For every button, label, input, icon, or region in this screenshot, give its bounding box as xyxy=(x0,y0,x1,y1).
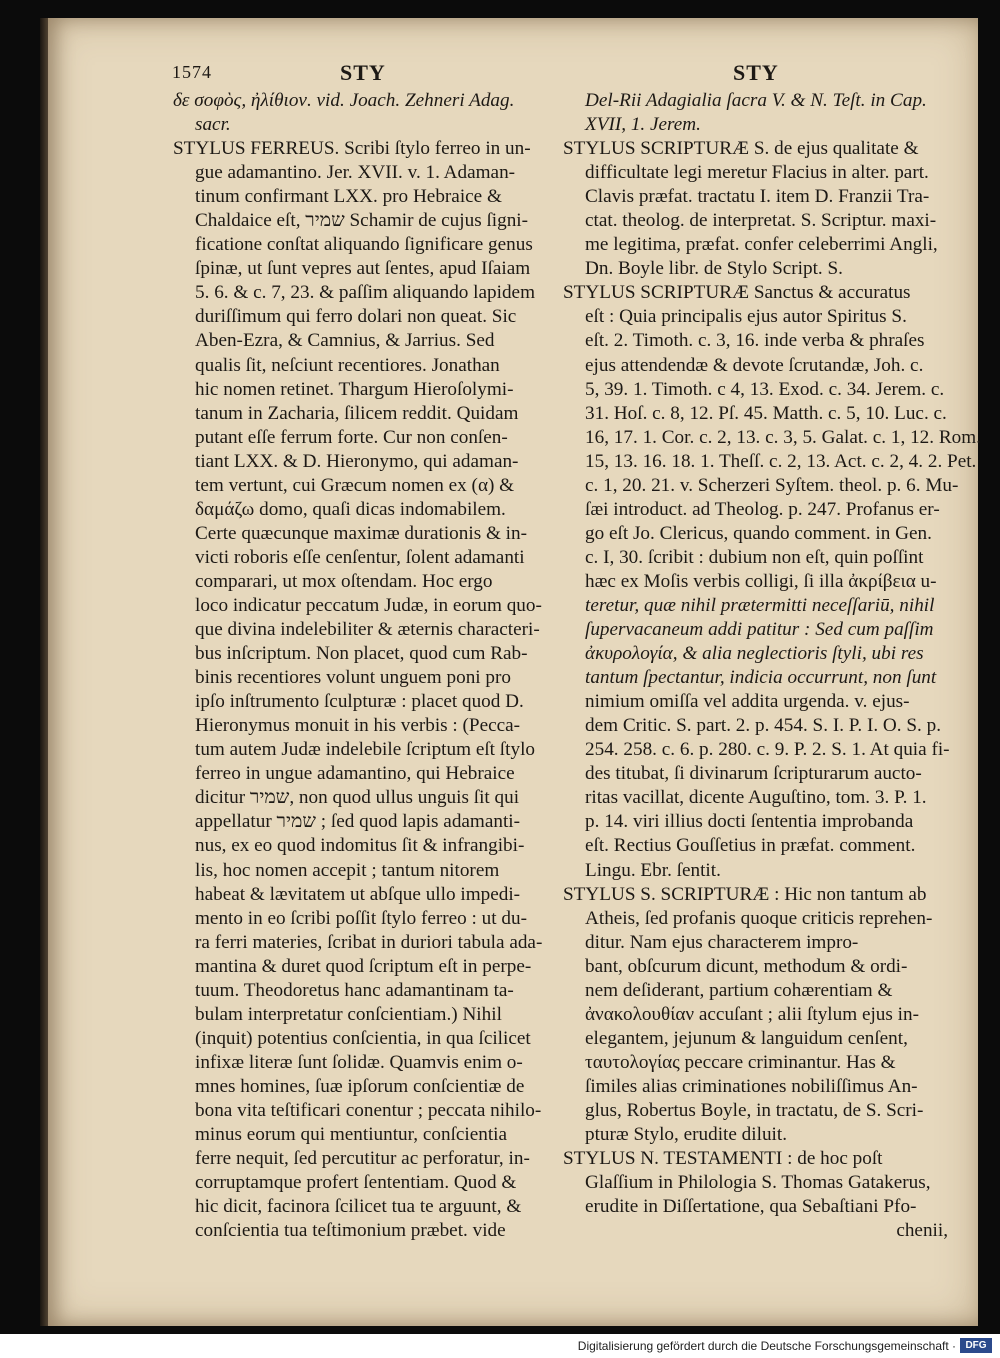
text-line: 31. Hoſ. c. 8, 12. Pſ. 45. Matth. c. 5, 10. Luc. c. xyxy=(585,402,947,424)
text-line: nimium omiſſa vel addita urgenda. v. ejus- xyxy=(585,691,910,713)
text-line: duriſſimum qui ferro dolari non queat. Sic xyxy=(195,306,517,328)
text-line: mantina & duret quod ſcriptum eſt in perpe- xyxy=(195,955,532,977)
text-line: Dn. Boyle libr. de Stylo Script. S. xyxy=(585,258,843,280)
text-line: bant, obſcurum dicunt, methodum & ordi- xyxy=(585,955,908,977)
text-line: gue adamantino. Jer. XVII. v. 1. Adaman- xyxy=(195,162,516,184)
text-line: glus, Robertus Boyle, in tractatu, de S. Scri- xyxy=(585,1099,924,1121)
text-line: me legitima, præfat. confer celeberrimi Angli, xyxy=(585,234,938,256)
text-line: hic nomen retinet. Thargum Hieroſolymi- xyxy=(195,378,514,400)
text-line: eſt. Rectius Gouſſetius in præfat. comment. xyxy=(585,835,916,857)
text-line: ipſo inſtrumento ſculpturæ : placet quod D. xyxy=(195,691,524,713)
text-line: mento in eo ſcribi poſſit ſtylo ferreo : ut du- xyxy=(195,907,527,929)
text-line: Atheis, ſed profanis quoque criticis reprehen- xyxy=(585,907,933,929)
text-line: ſpinæ, ut ſunt vepres aut ſentes, apud Iſaiam xyxy=(195,258,531,280)
text-line: nem deſiderant, partium cohærentiam & xyxy=(585,979,893,1001)
text-line: erudite in Diſſertatione, qua Sebaſtiani Pfo- xyxy=(585,1196,917,1218)
text-line: Clavis præfat. tractatu I. item D. Franzii Tra- xyxy=(585,186,930,208)
text-line: pturæ Stylo, erudite diluit. xyxy=(585,1124,787,1146)
text-line: ditur. Nam ejus characterem impro- xyxy=(585,931,859,953)
text-line: c. 1, 20. 21. v. Scherzeri Syſtem. theol. p. 6. Mu- xyxy=(585,474,959,496)
running-head-left: STY xyxy=(340,60,386,85)
page-number: 1574 xyxy=(172,62,212,82)
text-line: corruptamque profert ſententiam. Quod & xyxy=(195,1172,517,1194)
text-line: ficatione conſtat aliquando ſignificare genus xyxy=(195,234,533,256)
text-line: δε σοφὸς, ἠλίθιον. vid. Joach. Zehneri Adag. xyxy=(173,90,515,111)
text-line: mnes homines, ſuæ ipſorum conſcientiæ de xyxy=(195,1075,525,1097)
text-line: Glaſſium in Philologia S. Thomas Gatakerus, xyxy=(585,1172,931,1194)
text-line: sacr. xyxy=(195,114,231,136)
entry-heading-stylus-scripturae-sanctus: STYLUS SCRIPTURÆ Sanctus & accuratus xyxy=(563,282,911,304)
text-line: habeat & lævitatem ut abſque ullo impedi- xyxy=(195,883,521,905)
text-line: 254. 258. c. 6. p. 280. c. 9. P. 2. S. 1. At quia fi- xyxy=(585,739,950,761)
text-line: c. I, 30. ſcribit : dubium non eſt, quin poſſint xyxy=(585,546,924,568)
entry-heading-stylus-scripturae-s: STYLUS SCRIPTURÆ S. de ejus qualitate & xyxy=(563,138,919,160)
text-line: que divina indelebiliter & æternis characteri- xyxy=(195,619,540,641)
text-line: ejus attendendæ & devote ſcrutandæ, Joh. c. xyxy=(585,354,924,376)
text-line: teretur, quæ nihil prætermitti neceſſariū, nihil xyxy=(585,594,935,616)
text-line: eſt. 2. Timoth. c. 3, 16. inde verba & phraſes xyxy=(585,330,925,352)
text-line: ritas vacillat, dicente Auguſtino, tom. 3. P. 1. xyxy=(585,787,927,809)
text-line: 5. 6. & c. 7, 23. & paſſim aliquando lapidem xyxy=(195,282,535,304)
text-line: ſæi introduct. ad Theolog. p. 247. Profanus er- xyxy=(585,498,940,520)
text-line: ταυτολογίας peccare criminantur. Has & xyxy=(585,1051,896,1073)
text-line: elegantem, jejunum & languidum cenſent, xyxy=(585,1027,908,1049)
text-line: difficultate legi meretur Flacius in alter. part. xyxy=(585,162,929,184)
text-line: hic dicit, facinora ſcilicet tua te arguunt, & xyxy=(195,1196,522,1218)
text-line: conſcientia tua teſtimonium præbet. vide xyxy=(195,1220,506,1242)
text-line: victi roboris eſſe cenſentur, ſolent adamanti xyxy=(195,546,525,568)
entry-heading-stylus-ferreus: STYLUS FERREUS. Scribi ſtylo ferreo in un- xyxy=(173,138,531,160)
text-line: Del-Rii Adagialia ſacra V. & N. Teſt. in Cap. xyxy=(585,90,927,111)
text-line: eſt : Quia principalis ejus autor Spiritus S. xyxy=(585,306,907,328)
text-line: tuum. Theodoretus hanc adamantinam ta- xyxy=(195,979,514,1001)
running-head-right: STY xyxy=(733,60,779,85)
text-line: ἀκυρολογία, & alia neglectioris ſtyli, ubi res xyxy=(585,643,924,665)
text-line: binis recentiores volunt unguem poni pro xyxy=(195,667,512,689)
text-line: lis, hoc nomen accepit ; tantum nitorem xyxy=(195,859,500,881)
text-line: ctat. theolog. de interpretat. S. Scriptur. maxi- xyxy=(585,210,937,232)
text-line: minus eorum qui mentiuntur, conſcientia xyxy=(195,1124,508,1146)
text-line: Certe quæcunque maximæ durationis & in- xyxy=(195,522,527,544)
text-line: dicitur שמיר, non quod ullus unguis ſit qui xyxy=(195,787,520,809)
text-line: nus, ex eo quod indomitus ſit & infrangibi- xyxy=(195,835,525,857)
text-line: ſimiles alias criminationes nobiliſſimus An- xyxy=(585,1075,918,1097)
text-line: 16, 17. 1. Cor. c. 2, 13. c. 3, 5. Galat. c. 1, 12. Rom. xyxy=(585,426,981,448)
text-line: comparari, ut mox oſtendam. Hoc ergo xyxy=(195,570,493,592)
text-line: (inquit) potentius conſcientia, in qua ſcilicet xyxy=(195,1027,531,1049)
text-line: appellatur שמיר ; ſed quod lapis adamanti- xyxy=(195,811,521,833)
text-line: Aben-Ezra, & Camnius, & Jarrius. Sed xyxy=(195,330,495,352)
text-line: ſupervacaneum addi patitur : Sed cum paſſim xyxy=(585,619,934,641)
text-line: hæc ex Moſis verbis colligi, ſi illa ἀκρίβεια u- xyxy=(585,570,937,592)
entry-heading-stylus-n-testamenti: STYLUS N. TESTAMENTI : de hoc poſt xyxy=(563,1148,883,1170)
text-line: Chaldaice eſt, שמיר Schamir de cujus ſigni- xyxy=(195,210,529,232)
text-line: ferreo in ungue adamantino, qui Hebraice xyxy=(195,763,515,785)
text-line: dem Critic. S. part. 2. p. 454. S. I. P. I. O. S. p. xyxy=(585,715,942,737)
text-line: bulam interpretatur conſcientiam.) Nihil xyxy=(195,1003,502,1025)
right-text-column xyxy=(563,89,981,1243)
dfg-logo-icon[interactable]: DFG xyxy=(960,1338,992,1353)
text-line: go eſt Jo. Clericus, quando comment. in Gen. xyxy=(585,522,932,544)
text-line: ra ferri materies, ſcribat in duriori tabula ada- xyxy=(195,931,543,953)
text-line: loco indicatur peccatum Judæ, in eorum quo- xyxy=(195,594,542,616)
text-line: tinum confirmant LXX. pro Hebraice & xyxy=(195,186,502,208)
text-line: XVII, 1. Jerem. xyxy=(585,114,701,136)
text-line: p. 14. viri illius docti ſententia improbanda xyxy=(585,811,914,833)
text-line: δαμάζω domo, quaſi dicas indomabilem. xyxy=(195,498,506,520)
text-line: tiant LXX. & D. Hieronymo, qui adaman- xyxy=(195,450,519,472)
text-line: putant eſſe ferrum forte. Cur non conſen- xyxy=(195,426,508,448)
footer-bar xyxy=(0,1334,1000,1358)
funding-notice: Digitalisierung gefördert durch die Deutsche Forschungsgemeinschaft · xyxy=(577,1339,956,1353)
text-line: Hieronymus monuit in his verbis : (Pecca- xyxy=(195,715,521,737)
text-line: tem vertunt, cui Græcum nomen ex (α) & xyxy=(195,474,515,496)
left-text-column xyxy=(173,89,553,1243)
text-line: chenii, xyxy=(896,1220,948,1242)
text-line: 15, 13. 16. 18. 1. Theſſ. c. 2, 13. Act. c. 2, 4. 2. Pet. xyxy=(585,450,977,472)
text-line: infixæ literæ ſunt ſolidæ. Quamvis enim o- xyxy=(195,1051,523,1073)
text-line: tum autem Judæ indelebile ſcriptum eſt ſtylo xyxy=(195,739,535,761)
text-line: ἀνακολουθίαν accuſant ; alii ſtylum ejus in- xyxy=(585,1003,919,1025)
text-line: bus inſcriptum. Non placet, quod cum Rab- xyxy=(195,643,528,665)
text-line: Lingu. Ebr. ſentit. xyxy=(585,859,721,881)
text-line: 5, 39. 1. Timoth. c 4, 13. Exod. c. 34. Jerem. c. xyxy=(585,378,945,400)
entry-heading-stylus-s-scripturae: STYLUS S. SCRIPTURÆ : Hic non tantum ab xyxy=(563,883,927,905)
text-line: ferre nequit, ſed percutitur ac perforatur, in- xyxy=(195,1148,530,1170)
text-line: tanum in Zacharia, ſilicem reddit. Quidam xyxy=(195,402,519,424)
text-line: bona vita teſtificari conentur ; peccata nihilo- xyxy=(195,1099,542,1121)
text-line: tantum ſpectantur, indicia occurrunt, non ſunt xyxy=(585,667,937,689)
text-line: qualis ſit, neſciunt recentiores. Jonathan xyxy=(195,354,500,376)
text-line: des titubat, ſi divinarum ſcripturarum aucto- xyxy=(585,763,922,785)
